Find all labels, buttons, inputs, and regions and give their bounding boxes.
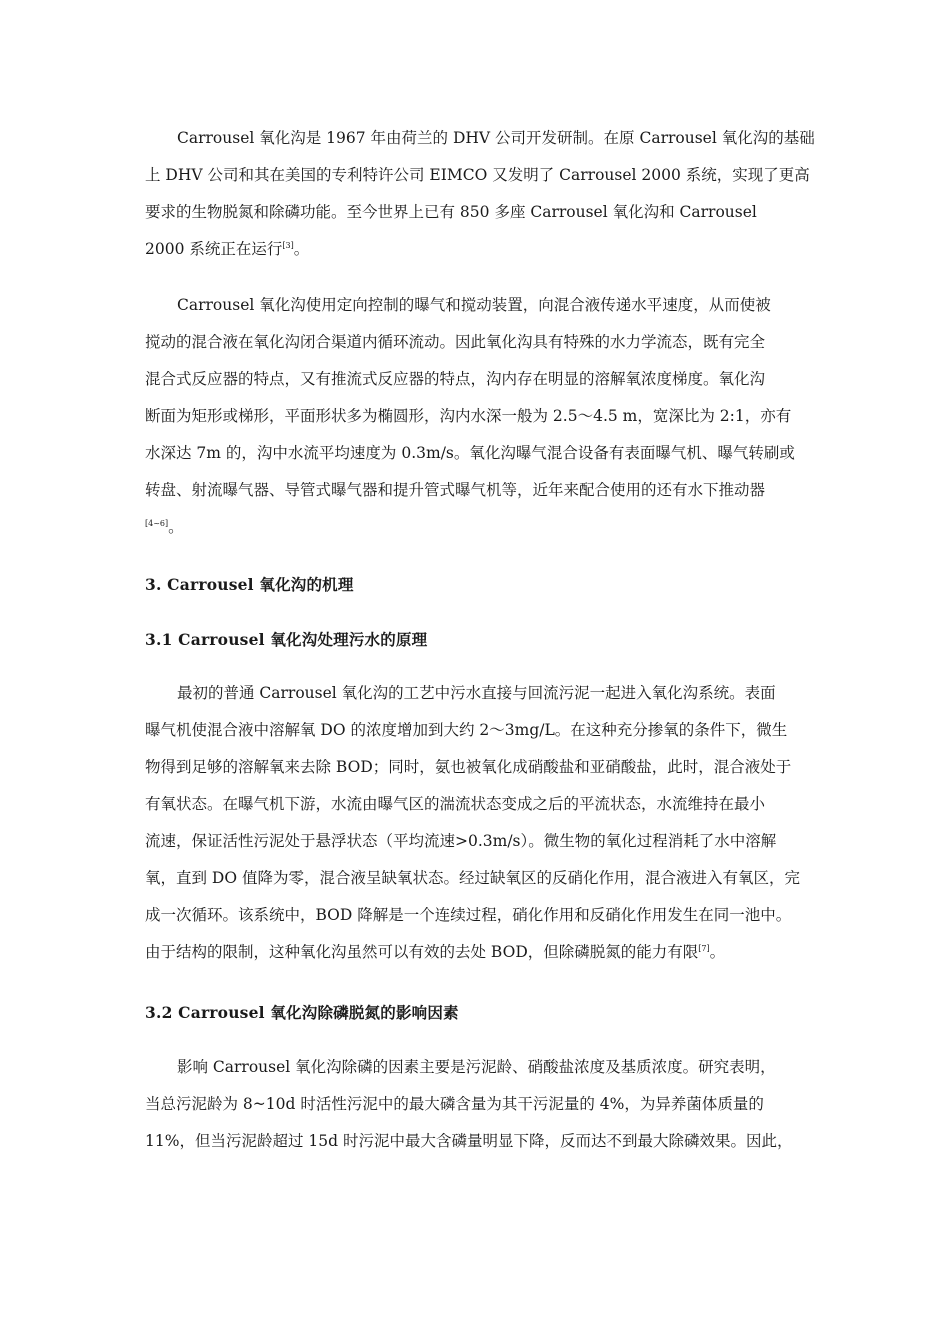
p3-line-1: 最初的普通 Carrousel 氧化沟的工艺中污水直接与回流污泥一起进入氧化沟系统。表面 bbox=[177, 684, 776, 702]
p1-line-3: 要求的生物脱氮和除磷功能。至今世界上已有 850 多座 Carrousel 氧化沟和 Carrousel bbox=[145, 203, 757, 221]
citation-ref: [3] bbox=[282, 241, 294, 250]
p4-line-2: 当总污泥龄为 8~10d 时活性污泥中的最大磷含量为其干污泥量的 4%，为异养菌体质量的 bbox=[145, 1095, 764, 1113]
p3-line-5: 流速，保证活性污泥处于悬浮状态（平均流速>0.3m/s）。微生物的氧化过程消耗了水中溶解 bbox=[145, 832, 777, 850]
p3-line-6: 氧，直到 DO 值降为零，混合液呈缺氧状态。经过缺氧区的反硝化作用，混合液进入有氧区，完 bbox=[145, 869, 800, 887]
p3-line-4: 有氧状态。在曝气机下游，水流由曝气区的湍流状态变成之后的平流状态，水流维持在最小 bbox=[145, 795, 766, 813]
p2-line-5: 水深达 7m 的，沟中水流平均速度为 0.3m/s。氧化沟曝气混合设备有表面曝气机、曝气转刷或 bbox=[145, 444, 795, 462]
p3-line-3: 物得到足够的溶解氧来去除 BOD；同时，氨也被氧化成硝酸盐和亚硝酸盐，此时，混合液处于 bbox=[145, 758, 792, 776]
p2-line-3: 混合式反应器的特点，又有推流式反应器的特点，沟内存在明显的溶解氧浓度梯度。氧化沟 bbox=[145, 370, 766, 388]
p1-line-2: 上 DHV 公司和其在美国的专利特许公司 EIMCO 又发明了 Carrousel 2000 系统，实现了更高 bbox=[145, 166, 810, 184]
paragraph-carrousel-description: Carrousel 氧化沟使用定向控制的曝气和搅动装置，向混合液传递水平速度，从而使被 搅动的混合液在氧化沟闭合渠道内循环流动。因此氧化沟具有特殊的水力学流态，既有完全 混合式反应器的特点，又有推流式反应器的特点，沟内存在明显的溶解氧浓度梯度。氧化沟 断面为矩形或梯形，平面形状多为椭圆形，沟内水深一般为 2.5～4.5 m，宽深比为 2:1，亦有 水深达 7m 的，沟中水流平均速度为 0.3m/s。氧化沟曝气混合设备有表面曝气机、曝气转刷或 转盘、射流曝气器、导管式曝气器和提升管式曝气机等，近年来配合使用的还有水下推动器 [4~6]。 bbox=[145, 287, 805, 546]
p2-line-2: 搅动的混合液在氧化沟闭合渠道内循环流动。因此氧化沟具有特殊的水力学流态，既有完全 bbox=[145, 333, 766, 351]
paragraph-influencing-factors bbox=[145, 1049, 805, 1160]
section-heading-3-2: 3.2 Carrousel 氧化沟除磷脱氮的影响因素 bbox=[145, 1003, 459, 1022]
p4-line-1: 影响 Carrousel 氧化沟除磷的因素主要是污泥龄、硝酸盐浓度及基质浓度。研究表明， bbox=[177, 1058, 776, 1076]
p3-line-7: 成一次循环。该系统中，BOD 降解是一个连续过程，硝化作用和反硝化作用发生在同一池中。 bbox=[145, 906, 792, 924]
section-heading-3-1: 3.1 Carrousel 氧化沟处理污水的原理 bbox=[145, 630, 428, 649]
citation-ref: [4~6] bbox=[145, 519, 169, 528]
p1-line-4: 2000 系统正在运行 bbox=[145, 240, 283, 258]
p2-line-6: 转盘、射流曝气器、导管式曝气器和提升管式曝气机等，近年来配合使用的还有水下推动器 bbox=[145, 481, 766, 499]
citation-ref: [7] bbox=[698, 944, 710, 953]
paragraph-treatment-principle: 最初的普通 Carrousel 氧化沟的工艺中污水直接与回流污泥一起进入氧化沟系统。表面 曝气机使混合液中溶解氧 DO 的浓度增加到大约 2～3mg/L。在这种充分掺氧的条件下，微生 物得到足够的溶解氧来去除 BOD；同时，氨也被氧化成硝酸盐和亚硝酸盐，此时，混合液处于 有氧状态。在曝气机下游，水流由曝气区的湍流状态变成之后的平流状态，水流维持在最小 流速，保证活性污泥处于悬浮状态（平均流速>0.3m/s）。微生物的氧化过程消耗了水中溶解 氧，直到 DO 值降为零，混合液呈缺氧状态。经过缺氧区的反硝化作用，混合液进入有氧区，完 成一次循环。该系统中，BOD 降解是一个连续过程，硝化作用和反硝化作用发生在同一池中。 由于结构的限制，这种氧化沟虽然可以有效的去处 BOD，但除磷脱氮的能力有限[7]。 bbox=[145, 675, 805, 971]
p1-line-1: Carrousel 氧化沟是 1967 年由荷兰的 DHV 公司开发研制。在原 Carrousel 氧化沟的基础 bbox=[177, 129, 815, 147]
p2-line-1: Carrousel 氧化沟使用定向控制的曝气和搅动装置，向混合液传递水平速度，从而使被 bbox=[177, 296, 771, 314]
p3-line-8: 由于结构的限制，这种氧化沟虽然可以有效的去处 BOD，但除磷脱氮的能力有限 bbox=[145, 943, 699, 961]
p4-line-3: 11%，但当污泥龄超过 15d 时污泥中最大含磷量明显下降，反而达不到最大除磷效果。因此， bbox=[145, 1132, 793, 1150]
section-heading-3: 3. Carrousel 氧化沟的机理 bbox=[145, 575, 354, 594]
p2-line-4: 断面为矩形或梯形，平面形状多为椭圆形，沟内水深一般为 2.5～4.5 m，宽深比为 2:1，亦有 bbox=[145, 407, 792, 425]
p3-line-2: 曝气机使混合液中溶解氧 DO 的浓度增加到大约 2～3mg/L。在这种充分掺氧的条件下，微生 bbox=[145, 721, 788, 739]
paragraph-carrousel-history: Carrousel 氧化沟是 1967 年由荷兰的 DHV 公司开发研制。在原 Carrousel 氧化沟的基础 上 DHV 公司和其在美国的专利特许公司 EIMCO 又发明了 Carrousel 2000 系统，实现了更高 要求的生物脱氮和除磷功能。至今世界上已有 850 多座 Carrousel 氧化沟和 Carrousel 2000 系统正在运行[3]。 bbox=[145, 129, 815, 258]
